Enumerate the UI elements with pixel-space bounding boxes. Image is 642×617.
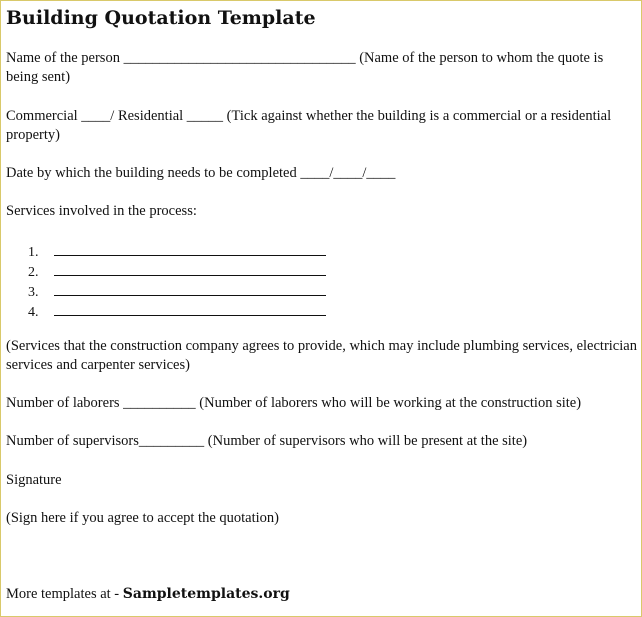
document-title: Building Quotation Template <box>6 7 316 29</box>
laborers-field: Number of laborers __________ (Number of laborers who will be working at the construction site) <box>6 395 582 411</box>
footer-prefix: More templates at - <box>6 586 123 602</box>
service-item-2 <box>28 263 326 282</box>
service-item-1 <box>28 243 326 262</box>
signature-label: Signature <box>6 472 62 488</box>
service-item-number: 2. <box>28 265 39 280</box>
service-item-number: 4. <box>28 305 39 320</box>
completion-date-field: Date by which the building needs to be completed ____/____/____ <box>6 165 396 181</box>
service-item-blank-line <box>54 243 326 256</box>
recipient-name-field: Name of the person ________________________________ (Name of the person to whom the quote is being sent) <box>6 50 604 85</box>
supervisors-field: Number of supervisors_________ (Number of supervisors who will be present at the site) <box>6 433 528 449</box>
footer-site-link[interactable]: Sampletemplates.org <box>122 586 290 602</box>
services-heading: Services involved in the process: <box>6 203 197 219</box>
service-item-blank-line <box>54 263 326 276</box>
services-note: (Services that the construction company agrees to provide, which may include plumbing services, electrician services and carpenter services) <box>6 338 637 373</box>
service-item-4 <box>28 303 326 322</box>
building-type-field: Commercial ____/ Residential _____ (Tick against whether the building is a commercial or a residential property) <box>6 108 612 143</box>
service-item-number: 3. <box>28 285 39 300</box>
service-item-blank-line <box>54 303 326 316</box>
service-item-number: 1. <box>28 245 39 260</box>
service-item-blank-line <box>54 283 326 296</box>
signature-note: (Sign here if you agree to accept the quotation) <box>6 510 279 526</box>
footer <box>6 585 290 604</box>
service-item-3 <box>28 283 326 302</box>
